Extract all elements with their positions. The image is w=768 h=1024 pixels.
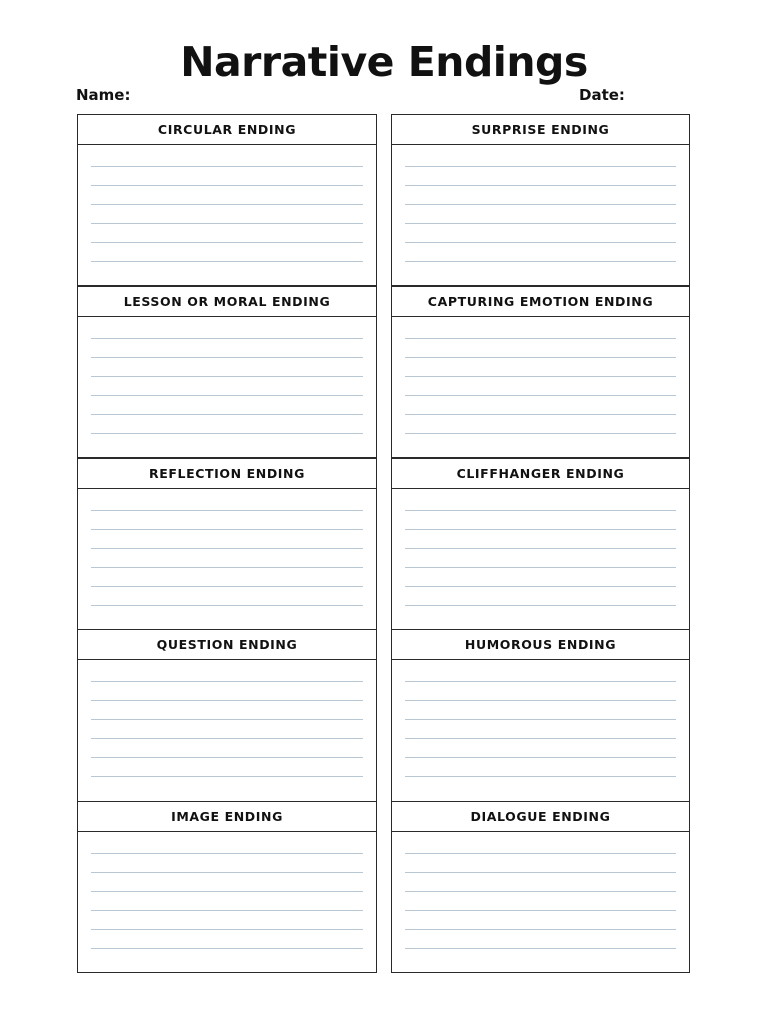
ending-panel xyxy=(77,801,377,973)
date-label: Date: xyxy=(579,86,625,104)
ending-panel-label: CIRCULAR ENDING xyxy=(78,115,376,145)
ending-panel-label: DIALOGUE ENDING xyxy=(392,802,689,832)
writing-area[interactable] xyxy=(91,831,363,972)
ending-panel xyxy=(77,286,377,458)
ruled-line xyxy=(91,681,363,682)
ruled-line xyxy=(405,529,676,530)
ruled-line xyxy=(405,719,676,720)
ruled-line xyxy=(405,586,676,587)
ending-panel xyxy=(391,629,690,802)
ruled-line xyxy=(91,414,363,415)
ending-panel xyxy=(77,114,377,286)
ruled-line xyxy=(91,757,363,758)
name-label: Name: xyxy=(76,86,131,104)
ruled-line xyxy=(405,548,676,549)
ruled-line xyxy=(91,853,363,854)
ruled-line xyxy=(405,395,676,396)
ruled-line xyxy=(405,605,676,606)
ruled-line xyxy=(91,376,363,377)
writing-area[interactable] xyxy=(405,316,676,457)
ruled-line xyxy=(405,681,676,682)
ruled-line xyxy=(91,910,363,911)
ruled-line xyxy=(405,738,676,739)
ruled-line xyxy=(405,223,676,224)
writing-area[interactable] xyxy=(91,144,363,285)
ruled-line xyxy=(405,776,676,777)
ruled-line xyxy=(91,891,363,892)
ruled-line xyxy=(91,719,363,720)
ruled-line xyxy=(91,395,363,396)
ruled-line xyxy=(91,433,363,434)
ruled-line xyxy=(405,338,676,339)
ruled-line xyxy=(405,510,676,511)
ruled-line xyxy=(405,891,676,892)
ruled-line xyxy=(405,700,676,701)
ruled-line xyxy=(91,738,363,739)
writing-area[interactable] xyxy=(91,659,363,801)
ruled-line xyxy=(405,948,676,949)
ruled-line xyxy=(91,776,363,777)
ending-panel-label: CLIFFHANGER ENDING xyxy=(392,459,689,489)
ruled-line xyxy=(91,338,363,339)
ruled-line xyxy=(405,929,676,930)
ruled-line xyxy=(91,700,363,701)
ruled-line xyxy=(405,357,676,358)
ruled-line xyxy=(405,261,676,262)
ruled-line xyxy=(405,376,676,377)
ruled-line xyxy=(91,223,363,224)
ending-panel-label: HUMOROUS ENDING xyxy=(392,630,689,660)
ruled-line xyxy=(91,605,363,606)
ending-panel-label: SURPRISE ENDING xyxy=(392,115,689,145)
ruled-line xyxy=(91,929,363,930)
writing-area[interactable] xyxy=(405,144,676,285)
ruled-line xyxy=(405,185,676,186)
writing-area[interactable] xyxy=(91,316,363,457)
ruled-line xyxy=(91,204,363,205)
writing-area[interactable] xyxy=(405,488,676,629)
ruled-line xyxy=(405,567,676,568)
ruled-line xyxy=(91,548,363,549)
ruled-line xyxy=(91,242,363,243)
ending-panel xyxy=(391,458,690,630)
ruled-line xyxy=(405,414,676,415)
ruled-line xyxy=(405,166,676,167)
ruled-line xyxy=(91,567,363,568)
ending-panel-label: REFLECTION ENDING xyxy=(78,459,376,489)
ending-panel xyxy=(77,629,377,802)
ruled-line xyxy=(91,948,363,949)
ruled-line xyxy=(91,529,363,530)
worksheet-title: Narrative Endings xyxy=(180,38,588,86)
ruled-line xyxy=(405,204,676,205)
ruled-line xyxy=(405,872,676,873)
ruled-line xyxy=(91,261,363,262)
ruled-line xyxy=(91,357,363,358)
ruled-line xyxy=(91,185,363,186)
ruled-line xyxy=(91,166,363,167)
ruled-line xyxy=(91,872,363,873)
ruled-line xyxy=(405,433,676,434)
writing-area[interactable] xyxy=(405,659,676,801)
ending-panel xyxy=(391,114,690,286)
ruled-line xyxy=(91,586,363,587)
ending-panel xyxy=(77,458,377,630)
ending-panel-label: IMAGE ENDING xyxy=(78,802,376,832)
ruled-line xyxy=(405,757,676,758)
ruled-line xyxy=(91,510,363,511)
ending-panel-label: QUESTION ENDING xyxy=(78,630,376,660)
ending-panel xyxy=(391,801,690,973)
ending-panel-label: CAPTURING EMOTION ENDING xyxy=(392,287,689,317)
writing-area[interactable] xyxy=(405,831,676,972)
ruled-line xyxy=(405,853,676,854)
ending-panel-label: LESSON OR MORAL ENDING xyxy=(78,287,376,317)
ruled-line xyxy=(405,910,676,911)
ruled-line xyxy=(405,242,676,243)
ending-panel xyxy=(391,286,690,458)
writing-area[interactable] xyxy=(91,488,363,629)
